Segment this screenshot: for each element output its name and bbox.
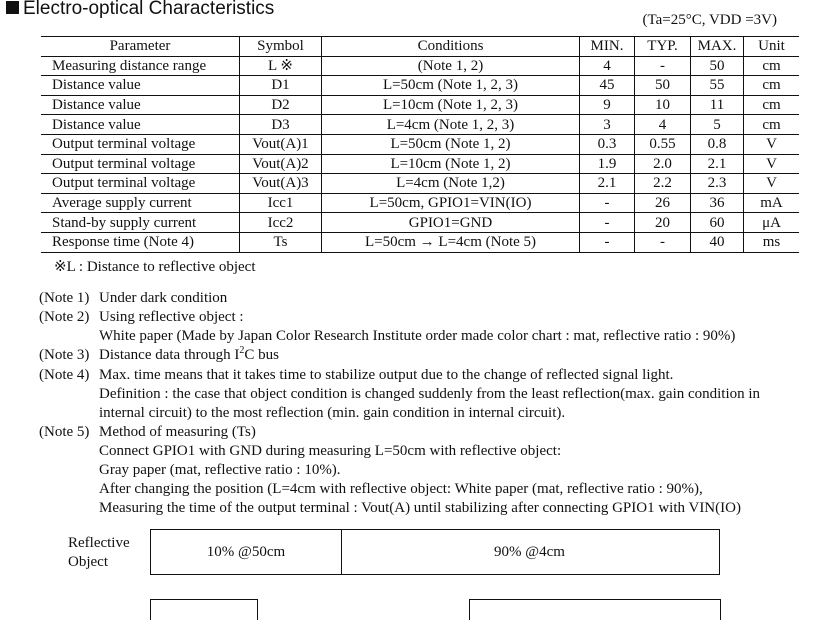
cell-symbol: D2 bbox=[240, 95, 322, 115]
cell-max: 36 bbox=[691, 193, 744, 213]
note-text: Max. time means that it takes time to stabilize output due to the change of reflected signal light. bbox=[99, 367, 674, 383]
cell-typ: 4 bbox=[635, 115, 691, 135]
cell-parameter: Distance value bbox=[41, 95, 240, 115]
section-title-text: Electro-optical Characteristics bbox=[23, 0, 275, 19]
note-5-continuation: Gray paper (mat, reflective ratio : 10%). bbox=[99, 462, 341, 478]
cell-parameter: Distance value bbox=[41, 115, 240, 135]
cell-symbol: L ※ bbox=[240, 56, 322, 76]
note-4 bbox=[39, 366, 760, 385]
cell-unit: mA bbox=[744, 193, 800, 213]
reflective-object-box-90pct: 90% @4cm bbox=[340, 529, 720, 575]
black-square-icon bbox=[6, 1, 19, 14]
header-max: MAX. bbox=[691, 37, 744, 57]
cell-min: - bbox=[580, 232, 635, 252]
table-row bbox=[41, 193, 799, 213]
reflective-object-label-line1: Reflective bbox=[68, 535, 130, 551]
note-label: (Note 2) bbox=[39, 309, 90, 325]
table-row bbox=[41, 213, 799, 233]
cell-unit: cm bbox=[744, 115, 800, 135]
cell-conditions: L=10cm (Note 1, 2, 3) bbox=[322, 95, 580, 115]
cell-conditions: L=4cm (Note 1,2) bbox=[322, 174, 580, 194]
cell-symbol: D1 bbox=[240, 76, 322, 96]
test-conditions: (Ta=25°C, VDD =3V) bbox=[642, 12, 777, 28]
cell-min: 1.9 bbox=[580, 154, 635, 174]
cell-conditions: L=50cm (Note 1, 2) bbox=[322, 134, 580, 154]
cell-typ: 2.0 bbox=[635, 154, 691, 174]
cell-symbol: Icc1 bbox=[240, 193, 322, 213]
cell-symbol: Ts bbox=[240, 232, 322, 252]
timing-diagram-block bbox=[150, 599, 258, 620]
cell-unit: cm bbox=[744, 56, 800, 76]
note-2-continuation: White paper (Made by Japan Color Research Institute order made color chart : mat, reflective ratio : 90%) bbox=[99, 328, 736, 344]
cell-parameter: Output terminal voltage bbox=[41, 174, 240, 194]
table-row bbox=[41, 56, 799, 76]
note-text: Method of measuring (Ts) bbox=[99, 424, 256, 440]
table-row bbox=[41, 232, 799, 252]
cell-min: 3 bbox=[580, 115, 635, 135]
header-parameter: Parameter bbox=[41, 37, 240, 57]
table-row bbox=[41, 134, 799, 154]
note-4-continuation: Definition : the case that object condition is changed suddenly from the least reflection(max. gain condition in bbox=[99, 386, 761, 402]
cell-typ: - bbox=[635, 56, 691, 76]
note-5-continuation: Measuring the time of the output terminal : Vout(A) until stabilizing after connecting GPIO1 with VIN(IO) bbox=[99, 500, 741, 516]
cell-typ: 10 bbox=[635, 95, 691, 115]
cell-max: 40 bbox=[691, 232, 744, 252]
cell-unit: V bbox=[744, 174, 800, 194]
cell-symbol: D3 bbox=[240, 115, 322, 135]
table-header-row bbox=[41, 37, 799, 57]
cell-parameter: Measuring distance range bbox=[41, 56, 240, 76]
cell-parameter: Distance value bbox=[41, 76, 240, 96]
cell-max: 50 bbox=[691, 56, 744, 76]
cell-parameter: Output terminal voltage bbox=[41, 134, 240, 154]
notes-section bbox=[39, 289, 760, 518]
note-label: (Note 1) bbox=[39, 290, 90, 306]
note-1 bbox=[39, 289, 760, 308]
cell-min: - bbox=[580, 213, 635, 233]
note-3-post: C bus bbox=[244, 347, 279, 363]
table-row bbox=[41, 95, 799, 115]
header-unit: Unit bbox=[744, 37, 800, 57]
cell-unit: cm bbox=[744, 76, 800, 96]
note-3-pre: Distance data through I bbox=[99, 347, 240, 363]
note-text bbox=[99, 346, 279, 366]
note-label: (Note 5) bbox=[39, 424, 90, 440]
reflective-object-box-10pct: 10% @50cm bbox=[150, 529, 342, 575]
cell-typ: - bbox=[635, 232, 691, 252]
header-min: MIN. bbox=[580, 37, 635, 57]
cell-typ: 2.2 bbox=[635, 174, 691, 194]
note-text: Under dark condition bbox=[99, 290, 228, 306]
table-row bbox=[41, 154, 799, 174]
cell-min: - bbox=[580, 193, 635, 213]
reflective-object-label bbox=[68, 534, 130, 572]
cell-symbol: Icc2 bbox=[240, 213, 322, 233]
cell-conditions: L=4cm (Note 1, 2, 3) bbox=[322, 115, 580, 135]
cell-symbol: Vout(A)1 bbox=[240, 134, 322, 154]
cell-typ: 26 bbox=[635, 193, 691, 213]
cell-typ: 50 bbox=[635, 76, 691, 96]
cell-conditions: L=10cm (Note 1, 2) bbox=[322, 154, 580, 174]
cell-parameter: Output terminal voltage bbox=[41, 154, 240, 174]
header-typ: TYP. bbox=[635, 37, 691, 57]
cell-unit: ms bbox=[744, 232, 800, 252]
cell-conditions: GPIO1=GND bbox=[322, 213, 580, 233]
header-symbol: Symbol bbox=[240, 37, 322, 57]
cell-max: 0.8 bbox=[691, 134, 744, 154]
cell-max: 11 bbox=[691, 95, 744, 115]
cell-max: 2.3 bbox=[691, 174, 744, 194]
cell-max: 60 bbox=[691, 213, 744, 233]
superscript: 2 bbox=[239, 345, 245, 356]
section-title bbox=[6, 0, 274, 20]
note-5-continuation: After changing the position (L=4cm with reflective object: White paper (mat, reflective ratio : 90%), bbox=[99, 481, 703, 497]
cell-parameter: Response time (Note 4) bbox=[41, 232, 240, 252]
cell-parameter: Average supply current bbox=[41, 193, 240, 213]
table-row bbox=[41, 115, 799, 135]
note-label: (Note 3) bbox=[39, 347, 90, 363]
cell-conditions: (Note 1, 2) bbox=[322, 56, 580, 76]
cell-unit: cm bbox=[744, 95, 800, 115]
note-2 bbox=[39, 308, 760, 327]
cell-max: 55 bbox=[691, 76, 744, 96]
reflective-object-label-line2: Object bbox=[68, 554, 108, 570]
cell-conditions: L=50cm → L=4cm (Note 5) bbox=[322, 232, 580, 252]
cell-unit: μA bbox=[744, 213, 800, 233]
cell-unit: V bbox=[744, 154, 800, 174]
cell-max: 5 bbox=[691, 115, 744, 135]
cell-min: 9 bbox=[580, 95, 635, 115]
table-row bbox=[41, 76, 799, 96]
electro-optical-table bbox=[41, 36, 799, 253]
cell-typ: 20 bbox=[635, 213, 691, 233]
table-row bbox=[41, 174, 799, 194]
header-conditions: Conditions bbox=[322, 37, 580, 57]
note-label: (Note 4) bbox=[39, 367, 90, 383]
cell-unit: V bbox=[744, 134, 800, 154]
cell-min: 45 bbox=[580, 76, 635, 96]
cell-min: 0.3 bbox=[580, 134, 635, 154]
cell-parameter: Stand-by supply current bbox=[41, 213, 240, 233]
cell-conditions: L=50cm, GPIO1=VIN(IO) bbox=[322, 193, 580, 213]
cell-typ: 0.55 bbox=[635, 134, 691, 154]
timing-diagram-block bbox=[469, 599, 721, 620]
note-4-continuation: internal circuit) to the most reflection (min. gain condition in internal circuit). bbox=[99, 405, 566, 421]
cell-min: 4 bbox=[580, 56, 635, 76]
note-3 bbox=[39, 346, 760, 366]
note-5-continuation: Connect GPIO1 with GND during measuring L=50cm with reflective object: bbox=[99, 443, 562, 459]
cell-conditions: L=50cm (Note 1, 2, 3) bbox=[322, 76, 580, 96]
cell-symbol: Vout(A)3 bbox=[240, 174, 322, 194]
note-5 bbox=[39, 423, 760, 442]
cell-max: 2.1 bbox=[691, 154, 744, 174]
cell-symbol: Vout(A)2 bbox=[240, 154, 322, 174]
table-footnote: ※L : Distance to reflective object bbox=[54, 259, 256, 275]
note-text: Using reflective object : bbox=[99, 309, 244, 325]
cell-min: 2.1 bbox=[580, 174, 635, 194]
